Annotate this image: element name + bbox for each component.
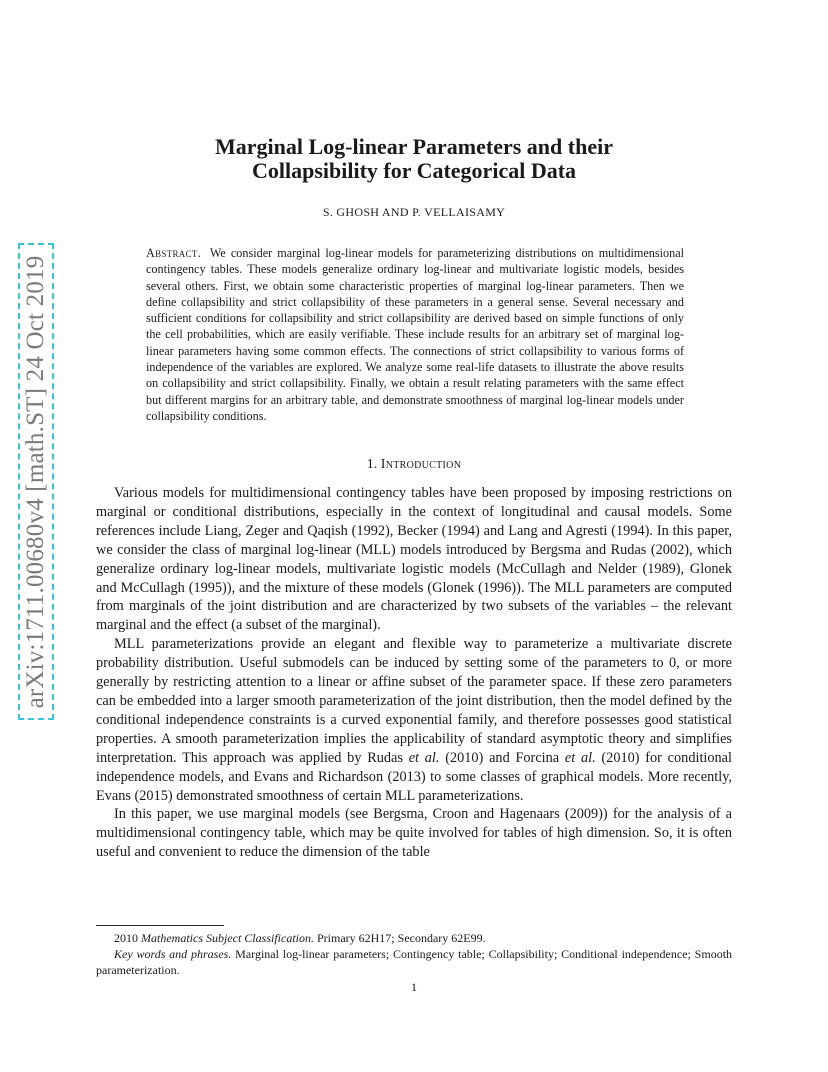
paragraph-2-part-3: (2010) for conditional independence models, and Evans and Richardson (2013) to some classes of graphical models. More recently, Evans (2015) demonstrated smoothness of certain MLL parameterizations. (96, 749, 732, 804)
paragraph-1: Various models for multidimensional contingency tables have been proposed by imposing restrictions on marginal or conditional distributions, especially in the context of longitudinal and causal models. Some references include Liang, Zeger and Qaqish (1992), Becker (1994) and Lang and Agresti (1994). In this paper, we consider the class of marginal log-linear (MLL) models introduced by Bergsma and Rudas (2002), which generalize ordinary log-linear models, multivariate logistic models (McCullagh and Nelder (1989), Glonek and McCullagh (1995)), and the mixture of these models (Glonek (1996)). The MLL parameters are computed from marginals of the joint distribution and are characterized by two subsets of the variables – the relevant marginal and the effect (a subset of the marginal). (96, 485, 732, 634)
title-line-1: Marginal Log-linear Parameters and their (215, 134, 613, 159)
footnote-msc-year: 2010 (114, 931, 138, 945)
title-line-2: Collapsibility for Categorical Data (251, 158, 577, 183)
section-title: Introduction (380, 457, 462, 472)
abstract (146, 245, 684, 424)
arxiv-stamp (18, 243, 54, 720)
footnote-rule (96, 925, 224, 926)
footnote-keywords-label: Key words and phrases. (114, 947, 232, 961)
page-number: 1 (411, 980, 417, 994)
footnote-msc (96, 930, 732, 946)
footnote-keywords-text: Marginal log-linear parameters; Contingency table; Collapsibility; Conditional independence; Smooth parameterization. (96, 947, 733, 977)
abstract-text: We consider marginal log-linear models for parameterizing distributions on multidimensional contingency tables. These models generalize ordinary log-linear and multivariate logistic models, besides several others. First, we obtain some characteristic properties of marginal log-linear parameters. Then we define collapsibility and strict collapsibility of these parameters in a general sense. Several necessary and sufficient conditions for collapsibility and strict collapsibility are derived based on simple functions of only the cell probabilities, which are easily verifiable. These include results for an arbitrary set of marginal log-linear parameters having some common effects. The connections of strict collapsibility to various forms of independence of the variables are explored. We analyze some real-life datasets to illustrate the above results on collapsibility and strict collapsibility. Finally, we obtain a result relating parameters with the same effect but different margins for an arbitrary table, and demonstrate smoothness of marginal log-linear models under collapsibility conditions. (146, 246, 685, 423)
paragraph-3: In this paper, we use marginal models (see Bergsma, Croon and Hagenaars (2009)) for the analysis of a multidimensional contingency table, which may be quite involved for tables of high dimension. So, it is often useful and convenient to reduce the dimension of the table (96, 806, 732, 861)
arxiv-id: arXiv:1711.00680v4 [math.ST] 24 Oct 2019 (22, 255, 49, 708)
section-number: 1. (366, 457, 378, 472)
footnote-keywords (96, 946, 732, 978)
footnotes (96, 930, 732, 978)
et-al-2: et al. (564, 749, 596, 766)
abstract-label: Abstract. (146, 246, 202, 260)
section-heading (110, 457, 718, 473)
paragraph-2 (96, 635, 732, 805)
footnote-msc-text: Primary 62H17; Secondary 62E99. (316, 931, 486, 945)
paragraph-2-part-2: (2010) and Forcina (445, 749, 560, 766)
et-al-1: et al. (408, 749, 440, 766)
paragraph-2-part-1: MLL parameterizations provide an elegant and flexible way to parameterize a multivariate discrete probability distribution. Useful submodels can be induced by setting some of the parameters to 0, or more generally by restricting attention to a linear or affine subset of the parameter space. If these zero parameters can be embedded into a larger smooth parameterization of the joint distribution, then the model defined by the conditional independence constraints is a curved exponential family, and therefore possesses good statistical properties. A smooth parameterization implies the applicability of standard asymptotic theory and simplifies interpretation. This approach was applied by Rudas (96, 636, 732, 766)
authors: S. GHOSH AND P. VELLAISAMY (322, 205, 506, 219)
paper-title (110, 135, 718, 183)
body-text (96, 484, 732, 862)
footnote-msc-label: Mathematics Subject Classification. (141, 931, 314, 945)
